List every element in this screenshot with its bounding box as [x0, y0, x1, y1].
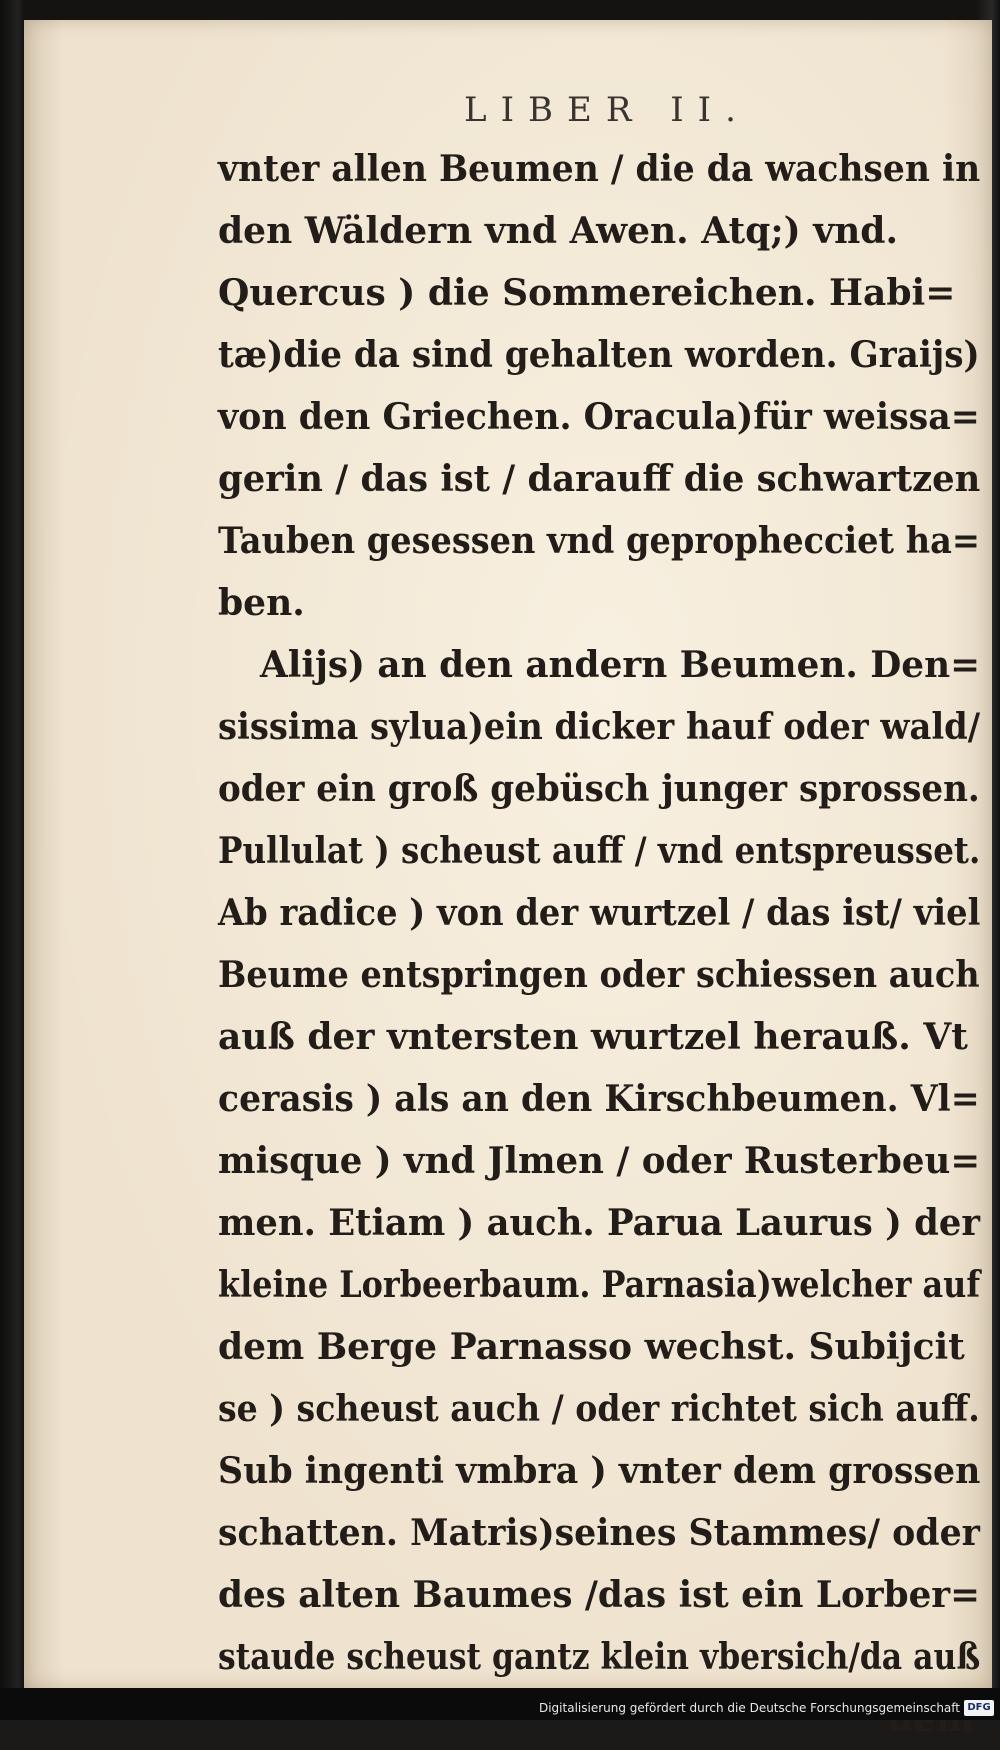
text-line: Beume entspringen oder schiessen auch	[218, 954, 980, 996]
text-line: Quercus ) die Sommereichen. Habi=	[218, 272, 956, 314]
text-line: dem Berge Parnasso wechst. Subijcit	[218, 1326, 965, 1368]
text-line: Sub ingenti vmbra ) vnter dem grossen	[218, 1450, 981, 1492]
text-line: den Wäldern vnd Awen. Atq;) vnd.	[218, 210, 898, 252]
text-line: Alijs) an den andern Beumen. Den=	[260, 644, 981, 686]
text-line: ben.	[218, 582, 305, 624]
text-line: oder ein groß gebüsch junger sprossen.	[218, 768, 980, 810]
text-line: Pullulat ) scheust auff / vnd entspreusset.	[218, 830, 981, 872]
text-line: sissima sylua)ein dicker hauf oder wald/	[218, 706, 981, 748]
text-line: vnter allen Beumen / die da wachsen in	[218, 148, 981, 190]
text-line: tæ)die da sind gehalten worden. Graijs)	[218, 334, 980, 376]
footer-bar	[0, 1688, 1000, 1720]
text-line: cerasis ) als an den Kirschbeumen. Vl=	[218, 1078, 980, 1120]
running-head: LIBER II.	[464, 90, 750, 130]
dfg-logo-icon: DFG	[964, 1700, 994, 1716]
text-line: Ab radice ) von der wurtzel / das ist/ viel	[218, 892, 981, 934]
text-line: schatten. Matris)seines Stammes/ oder	[218, 1512, 980, 1554]
text-line: Tauben gesessen vnd geprophecciet ha=	[218, 520, 980, 562]
text-line: men. Etiam ) auch. Parua Laurus ) der	[218, 1202, 980, 1244]
text-line: auß der vntersten wurtzel herauß. Vt	[218, 1016, 968, 1058]
text-line: gerin / das ist / darauff die schwartzen	[218, 458, 981, 500]
text-line: des alten Baumes /das ist ein Lorber=	[218, 1574, 981, 1616]
text-line: se ) scheust auch / oder richtet sich auff.	[218, 1388, 980, 1430]
funding-credit: Digitalisierung gefördert durch die Deutsche Forschungsgemeinschaft	[538, 1701, 960, 1715]
text-line: misque ) vnd Jlmen / oder Rusterbeu=	[218, 1140, 981, 1182]
text-line: von den Griechen. Oracula)für weissa=	[218, 396, 980, 438]
text-line: staude scheust gantz klein vbersich/da auß	[218, 1636, 981, 1678]
text-block	[218, 138, 980, 1750]
text-line: kleine Lorbeerbaum. Parnasia)welcher auf	[218, 1264, 981, 1306]
